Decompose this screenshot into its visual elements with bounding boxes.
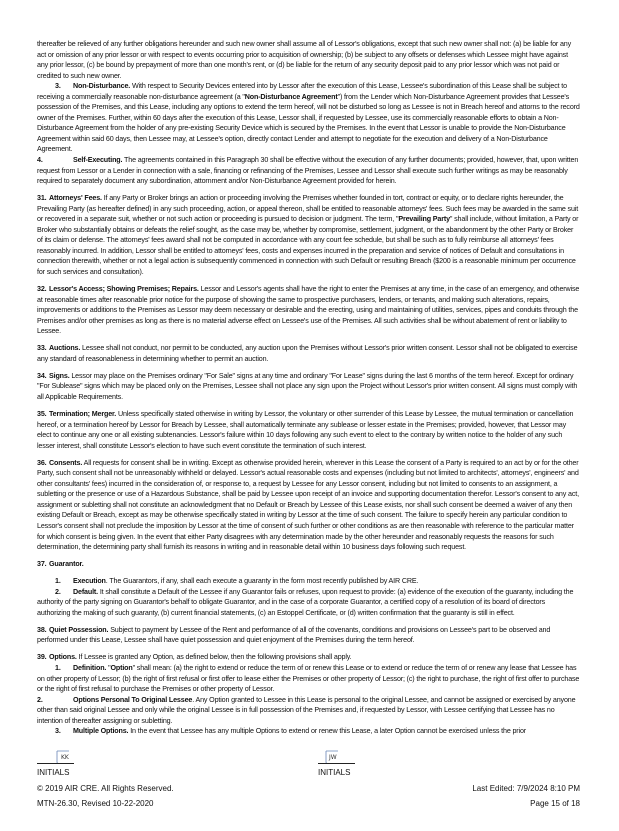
initials-label: INITIALS — [318, 767, 351, 777]
document-body — [37, 39, 580, 737]
paragraph — [37, 81, 580, 155]
paragraph-heading: Self-Executing. — [73, 156, 123, 165]
paragraph — [37, 576, 580, 587]
paragraph — [37, 625, 580, 646]
paragraph — [37, 343, 580, 364]
initials-left[interactable] — [37, 749, 77, 779]
paragraph-text: Lessor may place on the Premises ordinary "For Sale" signs at any time and ordinary "For Lease" signs during the last 6 months of the term hereof. Except for ordinary "For Sublease" signs which may be placed only on the Premises, Lessee shall not place any sign upon the Project without Lessor's prior written consent. All signs must comply with all Applicable Requirements. — [37, 371, 578, 401]
paragraph-text: If Lessee is granted any Option, as defined below, then the following provisions shall apply. — [76, 653, 352, 662]
paragraph-heading: Multiple Options. — [73, 727, 129, 736]
paragraph-text: Unless specifically stated otherwise in writing by Lessor, the voluntary or other surrender of this Lease by Lessee, the mutual termination or cancellation hereof, or a termination hereof by Lessor for Breach by Lessee, shall automatically terminate any sublease or lesser estate in the Premises; provided, however, that Lessor may elect to continue any one or all existing subtenancies. Lessor's failure within 10 days following any such event to elect to the contrary by written notice to the holder of any such lesser interest, shall constitute Lessor's election to have such event constitute the termination of such interest. — [37, 410, 574, 450]
paragraph-number: 4. — [37, 156, 43, 165]
paragraph-heading: Prevailing Party — [398, 215, 450, 224]
paragraph-number: 36. — [37, 458, 47, 467]
svg-text:KK: KK — [61, 753, 69, 761]
paragraph-heading: Execution — [73, 577, 106, 586]
paragraph-heading: Option — [110, 663, 133, 672]
paragraph-text: Subject to payment by Lessee of the Rent and performance of all of the covenants, conditions and provisions on Lessee's part to be observed and performed under this Lease, Lessee shall have quiet possession and quiet enjoyment of the Premises during the term hereof. — [37, 625, 551, 645]
paragraph-number: 33. — [37, 344, 47, 353]
paragraph-text: In the event that Lessee has any multiple Options to extend or renew this Lease, a later Option cannot be exercised unless the prior — [128, 727, 527, 736]
paragraph-text: . The Guarantors, if any, shall each execute a guaranty in the form most recently published by AIR CRE. — [105, 577, 419, 586]
paragraph — [37, 155, 580, 187]
paragraph-heading: Options. — [49, 653, 77, 662]
paragraph — [37, 652, 580, 663]
paragraph-text: " shall mean: (a) the right to extend or reduce the term of or renew this Lease or to extend or reduce the term of or renew any lease that Lessee has on other property of Lessor; (b) the right of first refusal or first offer to lease either the Premises or other property of Lessor; (c) the right to purchase, the right of first offer to purchase or the right of first refusal to purchase the Premises or other property of Lessor. — [37, 663, 580, 694]
paragraph-heading: Auctions. — [49, 344, 81, 353]
paragraph-number: 3. — [55, 727, 61, 736]
paragraph-heading: Non-Disturbance Agreement — [244, 92, 338, 101]
paragraph-number: 1. — [55, 577, 61, 586]
paragraph — [37, 695, 580, 727]
paragraph-heading: Non-Disturbance. — [73, 82, 131, 91]
last-edited: Last Edited: 7/9/2024 8:10 PM — [472, 783, 580, 793]
paragraph-text: The agreements contained in this Paragraph 30 shall be effective without the execution of any further documents; provided, however, that, upon written request from Lessor or a Lender in connection with a sale, financing or refinancing of the Premises, Lessee and Lessor shall execute such further writings as may be reasonably required to separately document any subordination, attornment and/or Non-Disturbance Agreement provided for herein. — [37, 156, 579, 186]
page-footer — [37, 749, 580, 811]
paragraph-heading: Default. — [73, 587, 98, 596]
paragraph-heading: Consents. — [49, 458, 83, 467]
paragraph — [37, 663, 580, 695]
paragraph-text: " — [106, 663, 111, 672]
paragraph — [37, 559, 580, 570]
paragraph-number: 32. — [37, 285, 47, 294]
paragraph-text: Lessee shall not conduct, nor permit to be conducted, any auction upon the Premises without Lessor's prior written consent. Lessor shall not be obligated to exercise any standard of reasonableness in determining whether to permit an auction. — [37, 344, 578, 363]
paragraph-number: 31. — [37, 194, 47, 203]
paragraph — [37, 409, 580, 451]
paragraph-text: All requests for consent shall be in writing. Except as otherwise provided herein, wherever in this Lease the consent of a Party is required to an act by or for the other Party, such consent shall not be unreasonably withheld or delayed. Lessor's actual reasonable costs and expenses (including but not limited to architects', attorneys', engineers' and other consultants' fees) incurred in the consideration of, or response to, a request by Lessee for any Lessor consent, including but not limited to consents to an assignment, a subletting or the presence or use of a Hazardous Substance, shall be paid by Lessee upon receipt of an invoice and supporting documentation therefor. Lessor's consent to any act, assignment or subletting shall not constitute an acknowledgment that no Default or Breach by Lessee of this Lease exists, nor shall such consent be deemed a waiver of any then existing Default or Breach, except as may be otherwise specifically stated in writing by Lessor at the time of such consent. The failure to specify herein any particular condition to Lessor's consent shall not preclude the imposition by Lessor at the time of consent of such further or other conditions as are then reasonable with reference to the particular matter for which consent is being given. In the event that either Party disagrees with any determination made by the other hereunder and reasonably requests the reasons for such determination, the determining party shall furnish its reasons in writing and in reasonable detail within 10 business days following such request. — [37, 458, 579, 552]
paragraph — [37, 726, 580, 737]
paragraph-number: 35. — [37, 410, 47, 418]
paragraph-number: 39. — [37, 653, 47, 662]
form-id: MTN-26.30, Revised 10-22-2020 — [37, 798, 154, 808]
paragraph-heading: Definition. — [73, 663, 107, 672]
paragraph-text: If any Party or Broker brings an action or proceeding involving the Premises whether founded in tort, contract or equity, or to declare rights hereunder, the Prevailing Party (as hereafter defined) in any such proceeding, action, or appeal thereon, shall be entitled to reasonable attorneys' fees. Such fees may be awarded in the same suit or recovered in a separate suit, whether or not such action or proceeding is pursued to decision or judgment. The term, " — [37, 194, 579, 224]
initials-right[interactable] — [318, 749, 358, 779]
paragraph-heading: Termination; Merger. — [49, 410, 117, 418]
svg-text:JW: JW — [329, 753, 337, 761]
paragraph-number: 1. — [55, 663, 61, 672]
paragraph-text: . Any Option granted to Lessee in this Lease is personal to the original Lessee, and cannot be assigned or exercised by anyone other than said original Lessee and only while the original Lessee is in full possession of the Premises and, if requested by Lessor, with Lessee certifying that Lessee has no intention of thereafter assigning or subletting. — [37, 695, 576, 725]
paragraph-number: 2. — [37, 695, 43, 704]
paragraph-number: 38. — [37, 625, 47, 634]
paragraph-heading: Quiet Possession. — [49, 625, 109, 634]
initials-label: INITIALS — [37, 767, 70, 777]
initials-signature-image — [37, 749, 74, 764]
paragraph — [37, 587, 580, 619]
paragraph-heading: Guarantor. — [49, 560, 84, 569]
copyright: © 2019 AIR CRE. All Rights Reserved. — [37, 783, 174, 793]
paragraph-number: 3. — [55, 82, 61, 91]
paragraph-number: 34. — [37, 371, 47, 380]
paragraph-text: It shall constitute a Default of the Lessee if any Guarantor fails or refuses, upon request to provide: (a) evidence of the execution of the guaranty, including the authority of the party signing on Guarantor's behalf to obligate Guarantor, and in the case of a corporate Guarantor, a certified copy of a resolution of its board of directors authorizing the making of such guaranty, (b) current financial statements, (c) an Estoppel Certificate, or (d) written confirmation that the guaranty is still in effect. — [37, 587, 574, 617]
paragraph — [37, 193, 580, 277]
paragraph — [37, 39, 580, 81]
paragraph — [37, 458, 580, 553]
paragraph-text: " shall include, without limitation, a Party or Broker who substantially obtains or defeats the relief sought, as the case may be, whether by compromise, settlement, judgment, or the abandonment by the other Party or Broker of its claim or defense. The attorneys' fees award shall not be computed in accordance with any court fee schedule, but shall be such as to fully reimburse all attorneys' fees reasonably incurred. In addition, Lessor shall be entitled to attorneys' fees, costs and expenses incurred in the preparation and service of notices of Default and consultations in connection therewith, whether or not a legal action is subsequently commenced in connection with such Default or resulting Breach ($200 is a reasonable minimum per occurrence for such services and consultation). — [37, 215, 579, 276]
paragraph-number: 2. — [55, 587, 61, 596]
paragraph — [37, 284, 580, 337]
initials-line — [318, 763, 355, 764]
paragraph-text: thereafter be relieved of any further obligations hereunder and such new owner shall assume all of Lessor's obligations, except that such new owner shall not: (a) be liable for any act or omission of any prior lessor or with respect to events occurring prior to acquisition of ownership; (b) be subject to any offsets or defenses which Lessee might have against any prior lessor, (c) be bound by prepayment of more than one month's rent, or (d) be liable for the return of any security deposit paid to any prior lessor which was not paid or credited to such new owner. — [37, 40, 572, 80]
paragraph-heading: Attorneys' Fees. — [49, 194, 102, 203]
paragraph-heading: Signs. — [49, 371, 70, 380]
paragraph — [37, 371, 580, 403]
paragraph-heading: Lessor's Access; Showing Premises; Repairs. — [49, 285, 199, 294]
paragraph-number: 37. — [37, 560, 47, 569]
paragraph-text: ") from the Lender which Non-Disturbance Agreement provides that Lessee's possession of the Premises, and this Lease, including any options to extend the term hereof, will not be disturbed so long as Lessee is not in Breach hereof and attorns to the record owner of the Premises. Further, within 60 days after the execution of this Lease, Lessor shall, if requested by Lessee, use its commercially reasonable efforts to obtain a Non-Disturbance Agreement from the holder of any pre-existing Security Device which is secured by the Premises. In the event that Lessor is unable to provide the Non-Disturbance Agreement within said 60 days, then Lessee may, at Lessee's option, directly contact Lender and attempt to negotiate for the execution and delivery of a Non-Disturbance Agreement. — [37, 92, 580, 154]
paragraph-text: Lessor and Lessor's agents shall have the right to enter the Premises at any time, in the case of an emergency, and otherwise at reasonable times after reasonable prior notice for the purpose of showing the same to prospective purchasers, lenders, or tenants, and making such alterations, repairs, improvements or additions to the Premises as Lessor may deem necessary or desirable and the erecting, using and maintaining of utilities, services, pipes and conduits through the Premises and/or other premises as long as there is no material adverse effect on Lessee's use of the Premises. All such activities shall be without abatement of rent or liability to Lessee. — [37, 285, 580, 336]
page-number: Page 15 of 18 — [530, 798, 580, 808]
paragraph-heading: Options Personal To Original Lessee — [73, 695, 193, 704]
initials-signature-image — [318, 749, 355, 764]
paragraph-text: With respect to Security Devices entered into by Lessor after the execution of this Lease, Lessee's subordination of this Lease shall be subject to receiving a commercially reasonable non-disturbance agreement (a " — [37, 82, 567, 101]
initials-line — [37, 763, 74, 764]
